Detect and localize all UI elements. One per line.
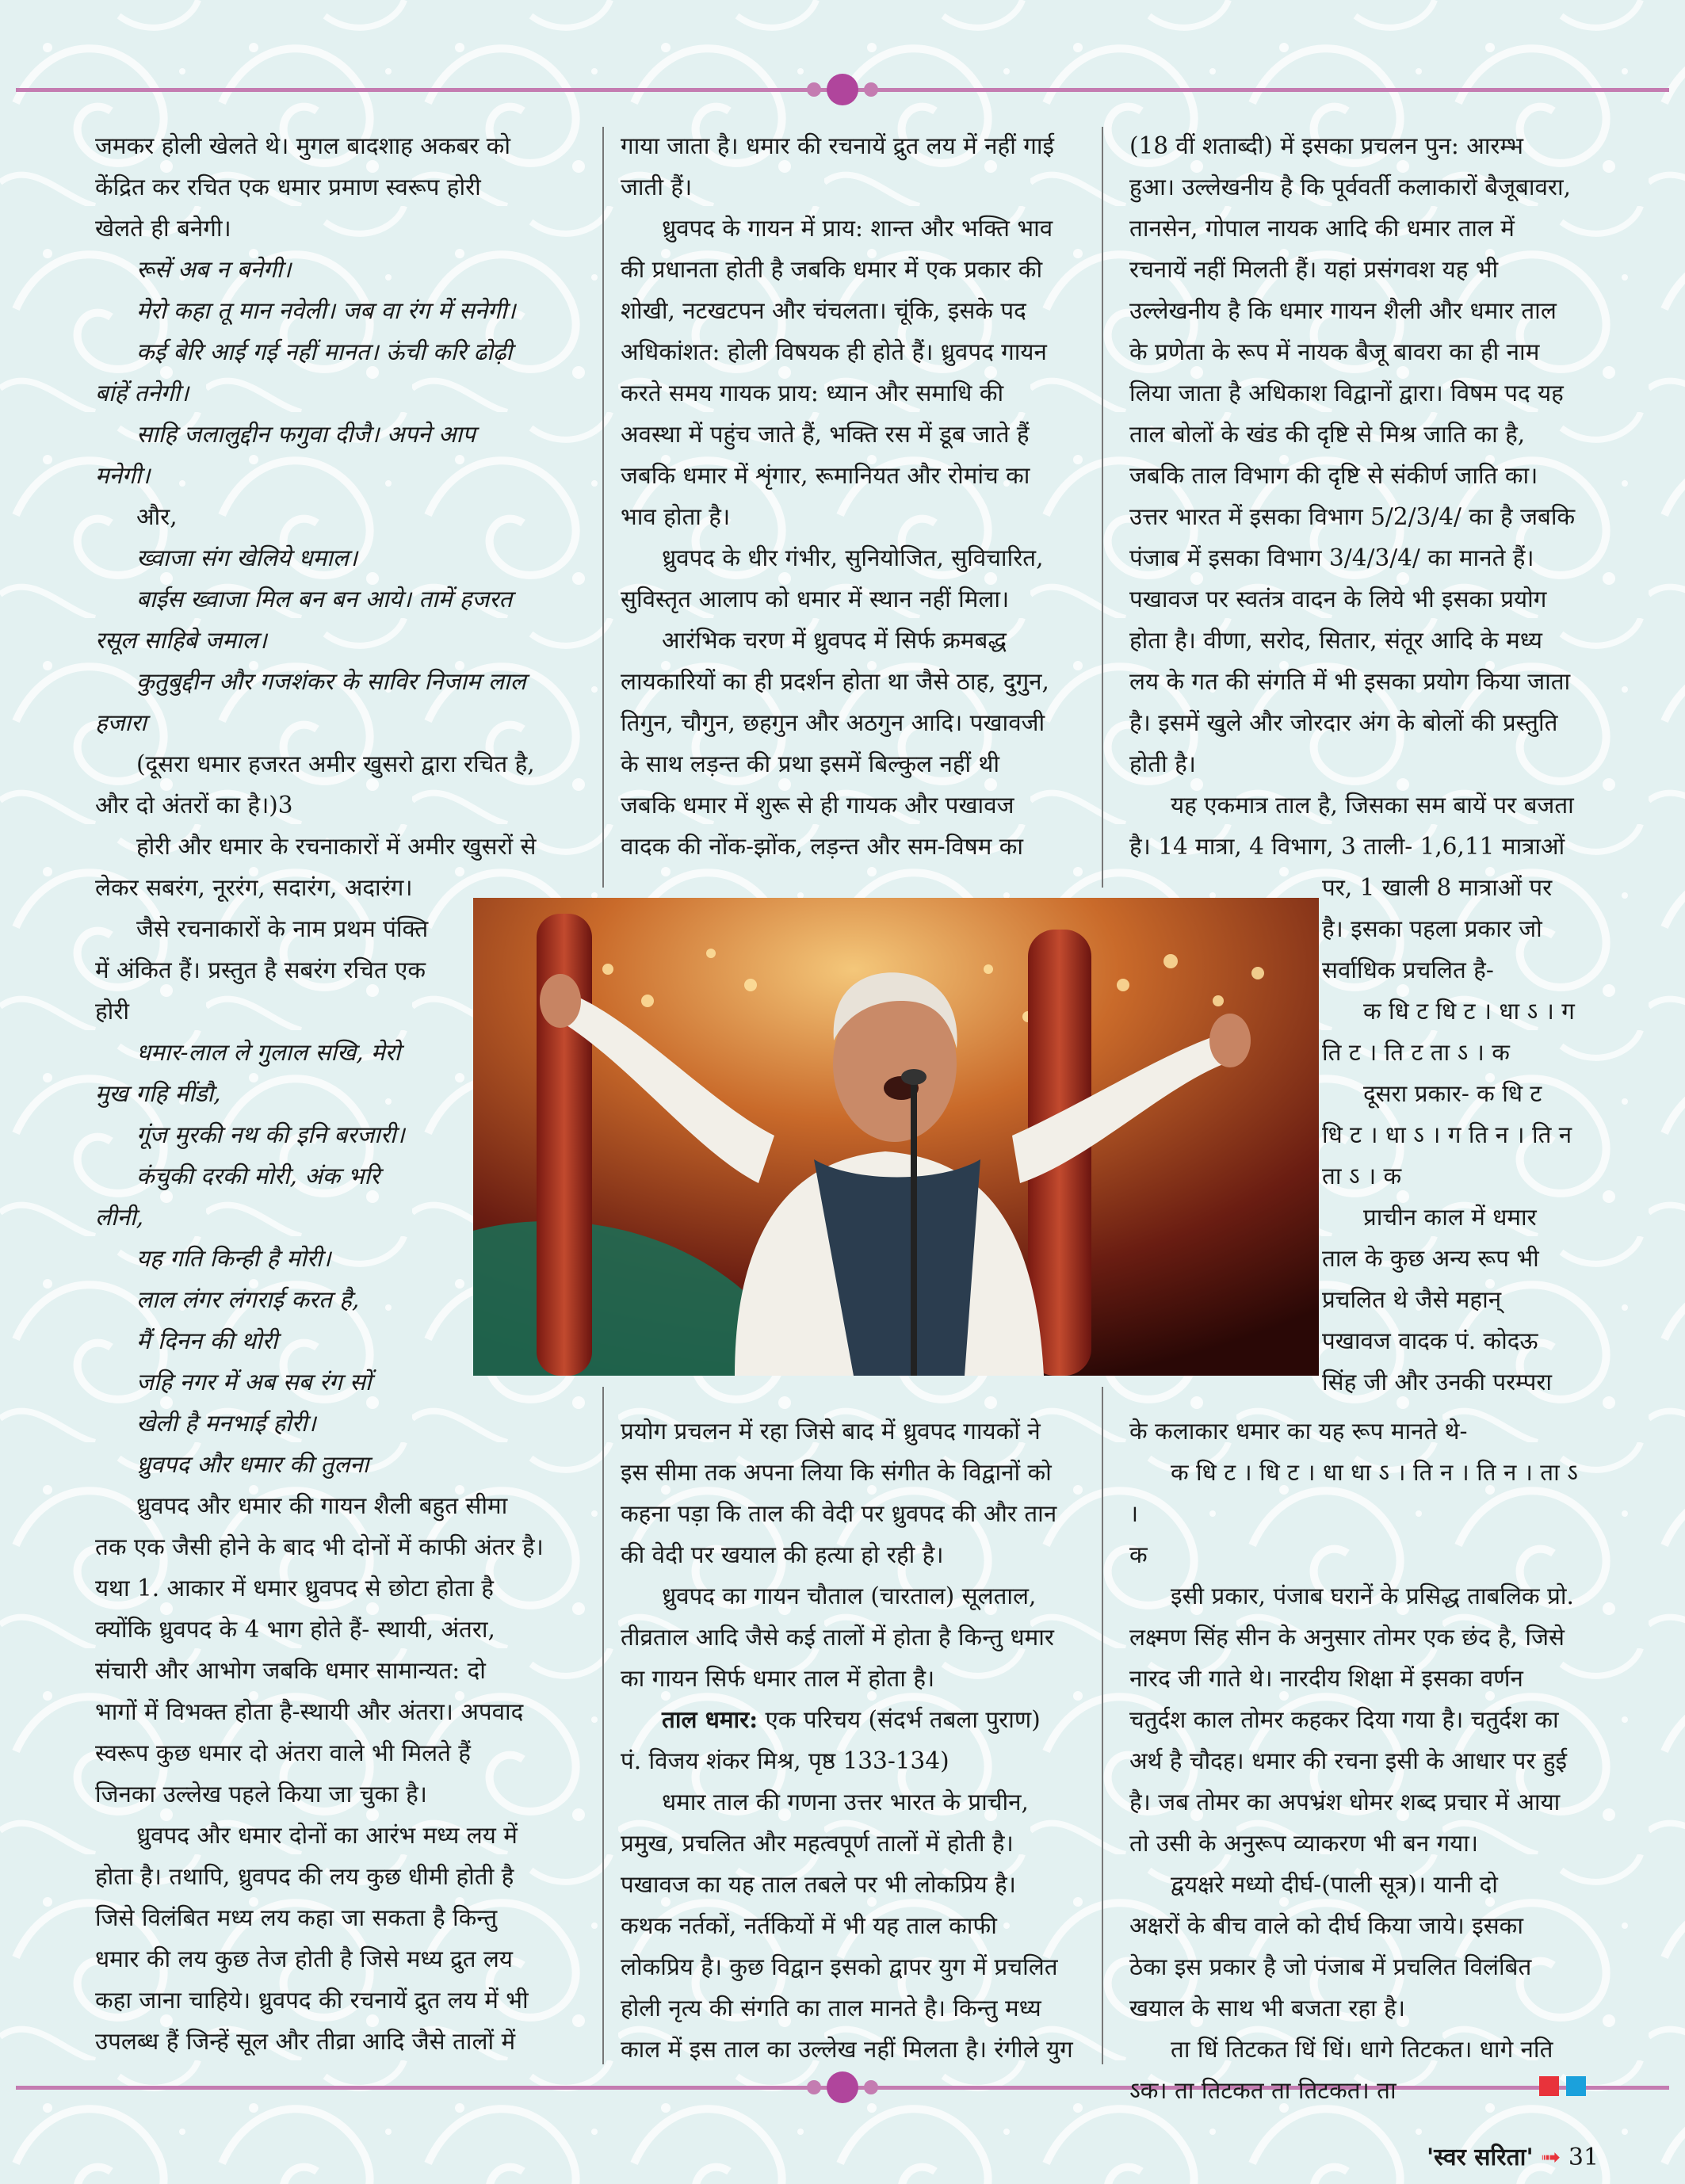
- top-ornament-dot-right: [864, 82, 878, 97]
- text-line: (18 वीं शताब्दी) में इसका प्रचलन पुन: आरम्भ: [1129, 132, 1524, 159]
- arrow-icon: ➟: [1541, 2144, 1561, 2171]
- text-line: होती है।: [1129, 750, 1196, 777]
- text-line: के कलाकार धमार का यह रूप मानते थे-: [1129, 1418, 1468, 1445]
- text-line: नारद जी गाते थे। नारदीय शिक्षा में इसका वर्णन: [1129, 1665, 1523, 1692]
- text-line: तानसेन, गोपाल नायक आदि की धमार ताल में: [1129, 215, 1515, 242]
- column-separator: [602, 1387, 604, 2064]
- text-line: हुआ। उल्लेखनीय है कि पूर्ववर्ती कलाकारों बैजूबावरा,: [1129, 174, 1571, 200]
- text-line: बांहें तनेगी।: [95, 380, 189, 407]
- text-line: कहना पड़ा कि ताल की वेदी पर ध्रुवपद की और तान: [621, 1500, 1057, 1527]
- text-line: जबकि ताल विभाग की दृष्टि से संकीर्ण जाति का।: [1129, 462, 1538, 489]
- text-line: जमकर होली खेलते थे। मुगल बादशाह अकबर को: [95, 132, 510, 159]
- text-line: कुतुबुद्दीन और गजशंकर के साविर निजाम लाल: [136, 668, 526, 695]
- text-line: द्वयक्षरे मध्यो दीर्घ-(पाली सूत्र)। यानी दो: [1171, 1871, 1498, 1898]
- text-line: ख्वाजा संग खेलिये धमाल।: [136, 544, 358, 571]
- text-line: साहि जलालुद्दीन फगुवा दीजै। अपने आप: [136, 421, 476, 448]
- text-line: ध्रुवपद के गायन में प्राय: शान्त और भक्ति भाव: [662, 215, 1053, 242]
- text-line: खयाल के साथ भी बजता रहा है।: [1129, 1995, 1406, 2022]
- text-line: धि ट । धा ऽ । ग ति न । ति न: [1322, 1121, 1572, 1148]
- text-line: होरी और धमार के रचनाकारों में अमीर खुसरों से: [136, 833, 537, 860]
- text-line: खेली है मनभाई होरी।: [136, 1410, 316, 1437]
- text-line: रूसें अब न बनेगी।: [136, 256, 292, 283]
- text-line: कथक नर्तकों, नर्तकियों में भी यह ताल काफी: [621, 1912, 997, 1939]
- text-line: यह एकमात्र ताल है, जिसका सम बायें पर बजता: [1171, 792, 1574, 819]
- text-line: ध्रुवपद और धमार दोनों का आरंभ मध्य लय में: [136, 1822, 518, 1849]
- column-separator: [602, 127, 604, 888]
- text-line: ता ऽ । क: [1322, 1163, 1402, 1189]
- text-line: धमार-लाल ले गुलाल सखि, मेरो: [136, 1039, 401, 1066]
- text-line: है। इसका पहला प्रकार जो: [1322, 915, 1542, 942]
- text-line: ऽक। ता तिटकत ता तिटकत। ता: [1129, 2077, 1397, 2104]
- page-number: 31: [1568, 2144, 1599, 2171]
- column-middle-text-top: [621, 125, 1082, 867]
- text-line: गूंज मुरकी नथ की इनि बरजारी।: [136, 1121, 405, 1148]
- text-line: लिया जाता है अधिकाश विद्वानों द्वारा। विषम पद यह: [1129, 380, 1564, 407]
- text-line: लेकर सबरंग, नूररंग, सदारंग, अदारंग।: [95, 874, 413, 901]
- section-body: [621, 1740, 1082, 2070]
- text-line: के साथ लड़न्त की प्रथा इसमें बिल्कुल नहीं थी: [621, 750, 1000, 777]
- text-line: रसूल साहिबे जमाल।: [95, 627, 267, 654]
- text-line: मनेगी।: [95, 462, 151, 489]
- text-line: में अंकित हैं। प्रस्तुत है सबरंग रचित एक: [95, 956, 426, 983]
- text-line: यथा 1. आकार में धमार ध्रुवपद से छोटा होता है: [95, 1575, 494, 1602]
- column-right-text-top: [1129, 125, 1593, 867]
- column-separator: [1102, 127, 1103, 888]
- text-line: स्वरूप कुछ धमार दो अंतरा वाले भी मिलते हैं: [95, 1739, 471, 1766]
- text-line: और,: [136, 503, 178, 530]
- text-line: रचनायें नहीं मिलती हैं। यहां प्रसंगवश यह भी: [1129, 256, 1499, 283]
- text-line: तो उसी के अनुरूप व्याकरण भी बन गया।: [1129, 1830, 1479, 1857]
- text-line: पखावज पर स्वतंत्र वादन के लिये भी इसका प्रयोग: [1129, 586, 1547, 613]
- text-line: क धि ट । धि ट । धा धा ऽ । ति न । ति न । ता ऽ ।: [1129, 1459, 1578, 1527]
- text-line: उल्लेखनीय है कि धमार गायन शैली और धमार ताल: [1129, 297, 1557, 324]
- text-line: की प्रधानता होती है जबकि धमार में एक प्रकार की: [621, 256, 1043, 283]
- text-line: जैसे रचनाकारों के नाम प्रथम पंक्ति: [136, 915, 429, 942]
- text-line: इसी प्रकार, पंजाब घरानें के प्रसिद्ध ताबलिक प्रो.: [1171, 1583, 1574, 1609]
- section-heading-rest: एक परिचय (संदर्भ तबला पुराण): [758, 1706, 1041, 1733]
- text-line: लीनी,: [95, 1204, 144, 1231]
- text-line: तीव्रताल आदि जैसे कई तालों में होता है किन्तु धमार: [621, 1624, 1054, 1651]
- text-line: ध्रुवपद का गायन चौताल (चारताल) सूलताल,: [662, 1583, 1037, 1609]
- text-line: वादक की नोंक-झोंक, लड़न्त और सम-विषम का: [621, 833, 1024, 860]
- text-line: प्रचलित थे जैसे महान्: [1322, 1286, 1502, 1313]
- text-line: गाया जाता है। धमार की रचनायें द्रुत लय में नहीं गाई: [621, 132, 1054, 159]
- text-line: की वेदी पर खयाल की हत्या हो रही है।: [621, 1541, 944, 1568]
- text-line: मेरो कहा तू मान नवेली। जब वा रंग में सनेगी।: [136, 297, 516, 324]
- text-line: आरंभिक चरण में ध्रुवपद में सिर्फ क्रमबद्ध: [662, 627, 1007, 654]
- text-line: पखावज वादक पं. कोदऊ: [1322, 1327, 1538, 1354]
- text-line: पखावज का यह ताल तबले पर भी लोकप्रिय है।: [621, 1871, 1016, 1898]
- text-line: जबकि धमार में शृंगार, रूमानियत और रोमांच का: [621, 462, 1030, 489]
- text-line: होली नृत्य की संगति का ताल मानते है। किन्तु मध्य: [621, 1995, 1041, 2022]
- text-line: अवस्था में पहुंच जाते हैं, भक्ति रस में डूब जाते हैं: [621, 421, 1030, 448]
- text-line: अर्थ है चौदह। धमार की रचना इसी के आधार पर हुई: [1129, 1747, 1567, 1774]
- bottom-ornament-dot-right: [864, 2080, 878, 2094]
- text-line: ताल बोलों के खंड की दृष्टि से मिश्र जाति का है,: [1129, 421, 1526, 448]
- text-line: अक्षरों के बीच वाले को दीर्घ किया जाये। इसका: [1129, 1912, 1523, 1939]
- text-line: लक्ष्मण सिंह सीन के अनुसार तोमर एक छंद है, जिसे: [1129, 1624, 1565, 1651]
- text-line: अधिकांशत: होली विषयक ही होते हैं। ध्रुवपद गायन: [621, 338, 1047, 365]
- text-line: क्योंकि ध्रुवपद के 4 भाग होते हैं- स्थायी, अंतरा,: [95, 1616, 495, 1643]
- text-line: प्रयोग प्रचलन में रहा जिसे बाद में ध्रुवपद गायकों ने: [621, 1418, 1041, 1445]
- text-line: इस सीमा तक अपना लिया कि संगीत के विद्वानों को: [621, 1459, 1052, 1486]
- bottom-ornament-dot: [827, 2071, 858, 2103]
- text-line: मुख गहि मींडौ,: [95, 1080, 221, 1107]
- column-middle-text-tal-dhamar: [621, 1699, 1082, 2070]
- text-line: खेलते ही बनेगी।: [95, 215, 231, 242]
- top-ornament-dot-left: [807, 82, 821, 97]
- text-line: शोखी, नटखटपन और चंचलता। चूंकि, इसके पद: [621, 297, 1026, 324]
- text-line: जिनका उल्लेख पहले किया जा चुका है।: [95, 1781, 427, 1808]
- text-line: ताल के कुछ अन्य रूप भी: [1322, 1245, 1539, 1272]
- text-line: होता है। तथापि, ध्रुवपद की लय कुछ धीमी होती है: [95, 1863, 514, 1890]
- section-heading: ताल धमार:: [662, 1705, 758, 1733]
- text-line: तक एक जैसी होने के बाद भी दोनों में काफी अंतर है।: [95, 1533, 544, 1560]
- text-line: पंजाब में इसका विभाग 3/4/3/4/ का मानते हैं।: [1129, 544, 1534, 571]
- text-line: ध्रुवपद और धमार की तुलना: [136, 1451, 369, 1478]
- text-line: कई बेरि आई गई नहीं मानत। ऊंची करि ढोढ़ी: [136, 338, 513, 365]
- column-right-text-bottom: [1129, 1411, 1593, 2111]
- text-line: पर, 1 खाली 8 मात्राओं पर: [1322, 874, 1553, 901]
- text-line: जिसे विलंबित मध्य लय कहा जा सकता है किन्तु: [95, 1904, 498, 1931]
- column-separator: [1102, 1387, 1103, 2064]
- text-line: जाती हैं।: [621, 174, 693, 200]
- text-line: और दो अंतरों का है।)3: [95, 792, 293, 819]
- text-line: मैं दिनन की थोरी: [136, 1327, 278, 1354]
- text-line: ध्रुवपद और धमार की गायन शैली बहुत सीमा: [136, 1492, 508, 1519]
- text-line: उत्तर भारत में इसका विभाग 5/2/3/4/ का है जबकि: [1129, 503, 1576, 530]
- top-ornament-dot: [827, 74, 858, 105]
- text-line: है। इसमें खुले और जोरदार अंग के बोलों की प्रस्तुति: [1129, 709, 1558, 736]
- text-line: भाव होता है।: [621, 503, 731, 530]
- text-line: संचारी और आभोग जबकि धमार सामान्यत: दो: [95, 1657, 486, 1684]
- text-line: लोकप्रिय है। कुछ विद्वान इसको द्वापर युग में प्रचलित: [621, 1953, 1058, 1980]
- text-line: कंचुकी दरकी मोरी, अंक भरि: [136, 1163, 380, 1189]
- text-line: केंद्रित कर रचित एक धमार प्रमाण स्वरूप होरी: [95, 174, 481, 200]
- red-square-marker: [1539, 2076, 1559, 2096]
- text-line: होता है। वीणा, सरोद, सितार, संतूर आदि के मध्य: [1129, 627, 1542, 654]
- text-line: भागों में विभक्त होता है-स्थायी और अंतरा। अपवाद: [95, 1698, 524, 1725]
- text-line: धमार की लय कुछ तेज होती है जिसे मध्य द्रुत लय: [95, 1945, 514, 1972]
- text-line: तिगुन, चौगुन, छहगुन और अठगुन आदि। पखावजी: [621, 709, 1045, 736]
- text-line: पं. विजय शंकर मिश्र, पृष्ठ 133-134): [621, 1747, 949, 1774]
- text-line: लय के गत की संगति में भी इसका प्रयोग किया जाता: [1129, 668, 1571, 695]
- text-line: ठेका इस प्रकार है जो पंजाब में प्रचलित विलंबित: [1129, 1953, 1532, 1980]
- text-line: क: [1129, 1541, 1148, 1568]
- text-line: जबकि धमार में शुरू से ही गायक और पखावज: [621, 792, 1014, 819]
- bottom-ornament-dot-left: [807, 2080, 821, 2094]
- column-middle-text-bottom: [621, 1411, 1082, 1699]
- text-line: जहि नगर में अब सब रंग सों: [136, 1369, 372, 1396]
- text-line: होरी: [95, 998, 130, 1025]
- text-line: हजारा: [95, 709, 147, 736]
- text-line: है। जब तोमर का अपभ्रंश धोमर शब्द प्रचार में आया: [1129, 1789, 1561, 1816]
- text-line: सुविस्तृत आलाप को धमार में स्थान नहीं मिला।: [621, 586, 1010, 613]
- text-line: दूसरा प्रकार- क धि ट: [1363, 1080, 1542, 1107]
- text-line: कहा जाना चाहिये। ध्रुवपद की रचनायें द्रुत लय में भी: [95, 1987, 529, 2014]
- text-line: के प्रणेता के रूप में नायक बैजू बावरा का ही नाम: [1129, 338, 1540, 365]
- singer-performance-photo: [473, 898, 1319, 1376]
- text-line: यह गति किन्ही है मोरी।: [136, 1245, 331, 1272]
- text-line: क धि ट धि ट । धा ऽ । ग: [1363, 998, 1575, 1025]
- text-line: लाल लंगर लंगराई करत है,: [136, 1286, 360, 1313]
- text-line: करते समय गायक प्राय: ध्यान और समाधि की: [621, 380, 1004, 407]
- text-line: (दूसरा धमार हजरत अमीर खुसरो द्वारा रचित है,: [136, 750, 535, 777]
- text-line: प्राचीन काल में धमार: [1363, 1204, 1537, 1231]
- text-line: सिंह जी और उनकी परम्परा: [1322, 1369, 1553, 1396]
- text-line: काल में इस ताल का उल्लेख नहीं मिलता है। रंगीले युग: [621, 2036, 1073, 2063]
- text-line: ता धिं तिटकत धिं धिं। धागे तिटकत। धागे नति: [1171, 2036, 1553, 2063]
- page-footer: [1427, 2140, 1599, 2172]
- text-line: का गायन सिर्फ धमार ताल में होता है।: [621, 1665, 935, 1692]
- text-line: चतुर्दश काल तोमर कहकर दिया गया है। चतुर्दश का: [1129, 1706, 1559, 1733]
- text-line: है। 14 मात्रा, 4 विभाग, 3 ताली- 1,6,11 मात्राओं: [1129, 833, 1565, 860]
- text-line: प्रमुख, प्रचलित और महत्वपूर्ण तालों में होती है।: [621, 1830, 1014, 1857]
- blue-square-marker: [1566, 2076, 1586, 2096]
- text-line: सर्वाधिक प्रचलित है-: [1322, 956, 1494, 983]
- column-right-text-wrap: [1322, 867, 1593, 1403]
- text-line: धमार ताल की गणना उत्तर भारत के प्राचीन,: [662, 1789, 1029, 1816]
- text-line: उपलब्ध हैं जिन्हें सूल और तीव्रा आदि जैसे तालों में: [95, 2028, 516, 2055]
- magazine-name: 'स्वर सरिता': [1427, 2144, 1534, 2171]
- text-line: ति ट । ति ट ता ऽ । क: [1322, 1039, 1510, 1066]
- text-line: ध्रुवपद के धीर गंभीर, सुनियोजित, सुविचारित,: [662, 544, 1044, 571]
- text-line: बाईस ख्वाजा मिल बन बन आये। तामें हजरत: [136, 586, 513, 613]
- section-heading-line: [621, 1699, 1082, 1740]
- text-line: लायकारियों का ही प्रदर्शन होता था जैसे ठाह, दुगुन,: [621, 668, 1049, 695]
